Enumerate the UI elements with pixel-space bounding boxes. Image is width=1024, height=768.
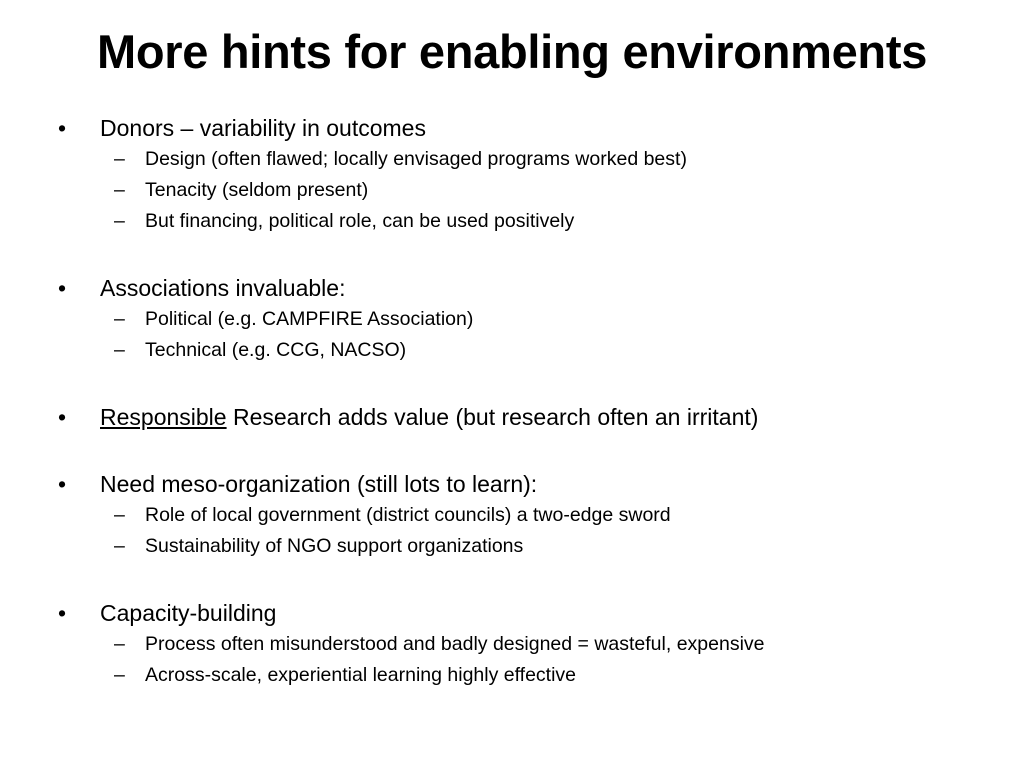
bullet-marker: • [58, 471, 67, 497]
bullet-text: Donors – variability in outcomes [100, 115, 426, 141]
sub-text: Design (often flawed; locally envisaged programs worked best) [145, 148, 687, 170]
bullet-underlined-text: Responsible [100, 404, 227, 430]
spacer [58, 237, 1008, 272]
sub-marker: – [114, 339, 125, 361]
sub-text: Process often misunderstood and badly designed = wasteful, expensive [145, 633, 765, 655]
sub-text: Technical (e.g. CCG, NACSO) [145, 339, 407, 361]
bullet-marker: • [58, 404, 67, 430]
sub-item [58, 629, 1008, 660]
spacer [58, 366, 1008, 401]
sub-marker: – [114, 504, 125, 526]
sub-list [58, 629, 1008, 691]
sub-item [58, 206, 1008, 237]
sub-list [58, 500, 1008, 562]
sub-item [58, 660, 1008, 691]
sub-list [58, 304, 1008, 366]
sub-text: Across-scale, experiential learning highly effective [145, 664, 577, 686]
bullet-text: Research adds value (but research often an irritant) [226, 404, 759, 430]
sub-item [58, 175, 1008, 206]
bullet-text: Capacity-building [100, 600, 277, 626]
sub-item [58, 304, 1008, 335]
sub-item [58, 144, 1008, 175]
sub-text: Role of local government (district councils) a two-edge sword [145, 504, 671, 526]
slide-title: More hints for enabling environments [96, 25, 928, 78]
bullet-item-capacity-building [58, 597, 1008, 629]
sub-marker: – [114, 179, 125, 201]
bullet-item-research [58, 401, 1008, 433]
sub-marker: – [114, 633, 125, 655]
bullet-text: Need meso-organization (still lots to learn): [100, 471, 538, 497]
sub-item [58, 500, 1008, 531]
bullet-marker: • [58, 600, 67, 626]
sub-text: Tenacity (seldom present) [145, 179, 369, 201]
bullet-list [58, 112, 1008, 691]
bullet-item-meso-organization [58, 468, 1008, 500]
sub-text: Sustainability of NGO support organizations [145, 535, 524, 557]
sub-marker: – [114, 664, 125, 686]
bullet-marker: • [58, 275, 67, 301]
sub-text: But financing, political role, can be used positively [145, 210, 575, 232]
sub-marker: – [114, 535, 125, 557]
bullet-item-associations [58, 272, 1008, 304]
bullet-text: Associations invaluable: [100, 275, 346, 301]
sub-text: Political (e.g. CAMPFIRE Association) [145, 308, 474, 330]
sub-marker: – [114, 148, 125, 170]
spacer [58, 562, 1008, 597]
sub-item [58, 531, 1008, 562]
bullet-item-donors [58, 112, 1008, 144]
bullet-marker: • [58, 115, 67, 141]
sub-list [58, 144, 1008, 237]
sub-item [58, 335, 1008, 366]
sub-marker: – [114, 210, 125, 232]
spacer [58, 433, 1008, 468]
sub-marker: – [114, 308, 125, 330]
